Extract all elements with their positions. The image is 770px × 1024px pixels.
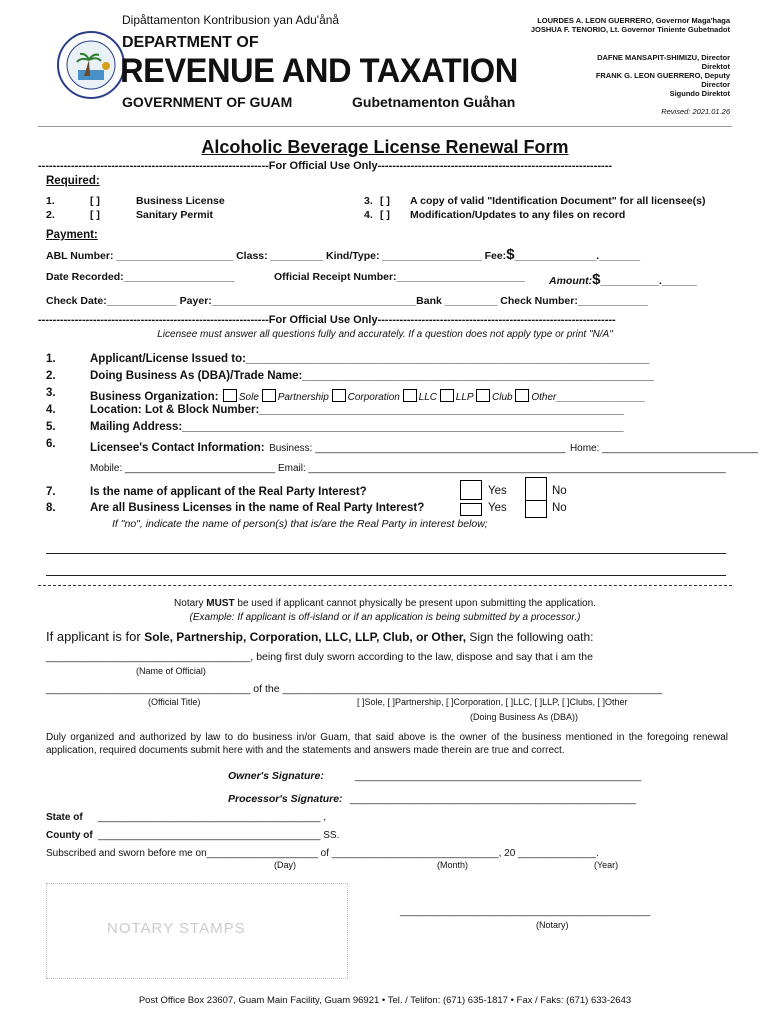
footer-address: Post Office Box 23607, Guam Main Facility, Guam 96921 • Tel. / Telifon: (671) 635-1817 • Fax / Faks: (671) 633-2643: [138, 995, 632, 1006]
req3-number: 3.: [364, 195, 373, 207]
state-field[interactable]: ________________________________________ ,: [98, 812, 327, 823]
governor-block: LOURDES A. LEON GUERRERO, Governor Maga'haga JOSHUA F. TENORIO, Lt. Governor Tiniente Gubetnadot: [530, 16, 730, 34]
month-caption: (Month): [437, 860, 469, 870]
corporation-checkbox[interactable]: [332, 389, 346, 402]
req4-number: 4.: [364, 209, 373, 221]
q7-number: 7.: [46, 486, 56, 498]
processor-signature-label: Processor's Signature:: [228, 793, 343, 805]
club-label: Club: [492, 392, 513, 403]
processor-signature-field[interactable]: _________________________________________________: [350, 793, 637, 805]
state-of-label: State of: [46, 812, 83, 823]
notary-must-note: Notary MUST be used if applicant cannot physically be present upon submitting the application.: [174, 598, 596, 609]
notary-caption: (Notary): [536, 920, 569, 930]
partnership-checkbox[interactable]: [262, 389, 276, 402]
other-checkbox[interactable]: [515, 389, 529, 402]
owner-signature-label: Owner's Signature:: [228, 770, 324, 782]
q1-number: 1.: [46, 353, 56, 365]
req3-label: A copy of valid "Identification Document" for all licensee(s): [410, 195, 706, 207]
abl-number-row: [46, 246, 640, 263]
req2-number: 2.: [46, 209, 55, 221]
dba-caption: (Doing Business As (DBA)): [470, 712, 579, 722]
q7-yes-label: Yes: [488, 485, 507, 497]
check-payer-row[interactable]: Check Date:____________ Payer:___________________________________Bank _________ Check Number:____________: [46, 295, 648, 307]
notary-section-divider: [38, 585, 732, 586]
business-org-label: Business Organization:: [90, 391, 219, 403]
guam-seal-icon: [56, 30, 126, 100]
year-caption: (Year): [594, 860, 619, 870]
q7-no-checkbox[interactable]: [525, 477, 547, 501]
business-phone-field[interactable]: Business: _____________________________________________: [269, 443, 566, 454]
llc-label: LLC: [418, 392, 438, 403]
home-phone-field[interactable]: Home: ____________________________: [569, 443, 758, 454]
subscribed-sworn-field[interactable]: Subscribed and sworn before me on____________________ of ______________________________, 20 ______________.: [46, 848, 599, 859]
req1-label: Business License: [136, 195, 225, 207]
req2-label: Sanitary Permit: [136, 209, 214, 221]
amount-dollar: $: [592, 271, 601, 288]
official-use-top-divider: ---------------------------------------------------------------For Official Use Only----------------------------------------------------------------: [38, 160, 613, 172]
date-recorded-field[interactable]: Date Recorded:___________________: [46, 271, 235, 283]
q8-yes-checkbox[interactable]: [460, 503, 482, 516]
fee-dollar: $: [506, 246, 515, 263]
official-name-field[interactable]: ___________________________________, being first duly sworn according to the law, dispose and say that i am the: [46, 651, 593, 663]
contact-info-label: Licensee's Contact Information:: [90, 442, 265, 454]
q7-no-label: No: [552, 485, 567, 497]
q8-no-label: No: [552, 502, 567, 514]
official-receipt-field[interactable]: Official Receipt Number:______________________: [274, 271, 525, 283]
amount-field[interactable]: __________.______: [600, 275, 697, 287]
header-divider: [38, 126, 732, 127]
government-of-guam: GOVERNMENT OF GUAM: [122, 94, 293, 110]
other-field[interactable]: Other________________: [531, 392, 646, 403]
fee-field[interactable]: ______________._______: [514, 250, 641, 262]
q3-number: 3.: [46, 387, 56, 399]
req2-checkbox[interactable]: [ ]: [90, 209, 100, 221]
payment-heading: Payment:: [46, 229, 98, 241]
official-use-bottom-divider: ---------------------------------------------------------------For Official Use Only-----------------------------------------------------------------: [38, 314, 616, 326]
llp-checkbox[interactable]: [440, 389, 454, 402]
q4-number: 4.: [46, 404, 56, 416]
form-title: Alcoholic Beverage License Renewal Form: [201, 137, 569, 157]
day-caption: (Day): [274, 860, 296, 870]
req1-checkbox[interactable]: [ ]: [90, 195, 100, 207]
entity-type-options[interactable]: [ ]Sole, [ ]Partnership, [ ]Corporation, [ ]LLC, [ ]LLP, [ ]Clubs, [ ]Other: [357, 697, 628, 707]
sole-checkbox[interactable]: [223, 389, 237, 402]
q8-label: Are all Business Licenses in the name of Real Party Interest?: [90, 502, 425, 514]
q7-yes-checkbox[interactable]: [460, 480, 482, 500]
sole-label: Sole: [238, 392, 259, 403]
dba-field[interactable]: Doing Business As (DBA)/Trade Name:_______________________________________________________: [90, 370, 655, 382]
notary-stamps-label: NOTARY STAMPS: [107, 920, 246, 937]
contact-info-row: [90, 438, 758, 456]
official-title-field[interactable]: ___________________________________ of the _________________________________________________________________: [46, 683, 663, 695]
partnership-label: Partnership: [277, 392, 329, 403]
q8-yes-label: Yes: [488, 502, 507, 514]
name-of-official-caption: (Name of Official): [136, 666, 206, 676]
oath-instruction: If applicant is for Sole, Partnership, Corporation, LLC, LLP, Club, or Other, Sign the following oath:: [46, 629, 594, 644]
department-of: DEPARTMENT OF: [122, 34, 259, 51]
business-organization-row: [90, 387, 645, 405]
director-block: DAFNE MANSAPIT-SHIMIZU, Director Direktot FRANK G. LEON GUERRERO, Deputy Director Sigundo Direktot: [595, 53, 730, 98]
owner-signature-field[interactable]: _________________________________________________: [355, 770, 642, 782]
req4-checkbox[interactable]: [ ]: [380, 209, 390, 221]
corporation-label: Corporation: [347, 392, 400, 403]
department-name: REVENUE AND TAXATION: [120, 52, 518, 90]
declaration-text: Duly organized and authorized by law to do business in/or Guam, that said above is the owner of the business mentioned in the foregoing renewal application, required documents submit here with and the statements and answers made therein are true and correct.: [46, 732, 728, 756]
if-no-instruction: If "no", indicate the name of person(s) that is/are the Real Party in interest below;: [112, 518, 488, 530]
official-title-caption: (Official Title): [148, 697, 201, 707]
mailing-address-field[interactable]: Mailing Address:_____________________________________________________________________: [90, 421, 624, 433]
req3-checkbox[interactable]: [ ]: [380, 195, 390, 207]
req1-number: 1.: [46, 195, 55, 207]
notary-example: (Example: If applicant is off-island or if an application is being submitted by a processor.): [189, 612, 581, 623]
instructions: Licensee must answer all questions fully and accurately. If a question does not apply type or print "N/A": [157, 329, 613, 340]
notary-signature-field[interactable]: _____________________________________________: [400, 906, 651, 917]
amount-label: Amount:: [549, 275, 593, 287]
q7-label: Is the name of applicant of the Real Party Interest?: [90, 486, 367, 498]
club-checkbox[interactable]: [476, 389, 490, 402]
chamorro-dept-name: Dipåttamenton Kontribusion yan Adu'ånå: [122, 13, 340, 27]
revised-date: Revised: 2021.01.26: [661, 107, 730, 116]
q8-number: 8.: [46, 502, 56, 514]
required-heading: Required:: [46, 175, 100, 187]
notary-stamp-area: [46, 883, 348, 979]
real-party-line-1[interactable]: [46, 553, 726, 554]
applicant-field[interactable]: Applicant/License Issued to:_______________________________________________________________: [90, 353, 649, 365]
county-of-label: County of: [46, 830, 93, 841]
real-party-line-2[interactable]: [46, 575, 726, 576]
location-field[interactable]: Location: Lot & Block Number:_________________________________________________________: [90, 404, 624, 416]
llp-label: LLP: [455, 392, 474, 403]
llc-checkbox[interactable]: [403, 389, 417, 402]
mobile-email-field[interactable]: Mobile: ___________________________ Email: ___________________________________________________________________________: [90, 463, 726, 474]
county-field[interactable]: ________________________________________ SS.: [98, 830, 340, 841]
req4-label: Modification/Updates to any files on record: [410, 209, 626, 221]
q8-no-checkbox[interactable]: [525, 500, 547, 518]
gubetnamenton-guahan: Gubetnamenton Guåhan: [352, 94, 516, 110]
q6-number: 6.: [46, 438, 56, 450]
q5-number: 5.: [46, 421, 56, 433]
q2-number: 2.: [46, 370, 56, 382]
abl-fields[interactable]: ABL Number: ____________________ Class: _________ Kind/Type: _________________ Fee:: [46, 250, 507, 262]
